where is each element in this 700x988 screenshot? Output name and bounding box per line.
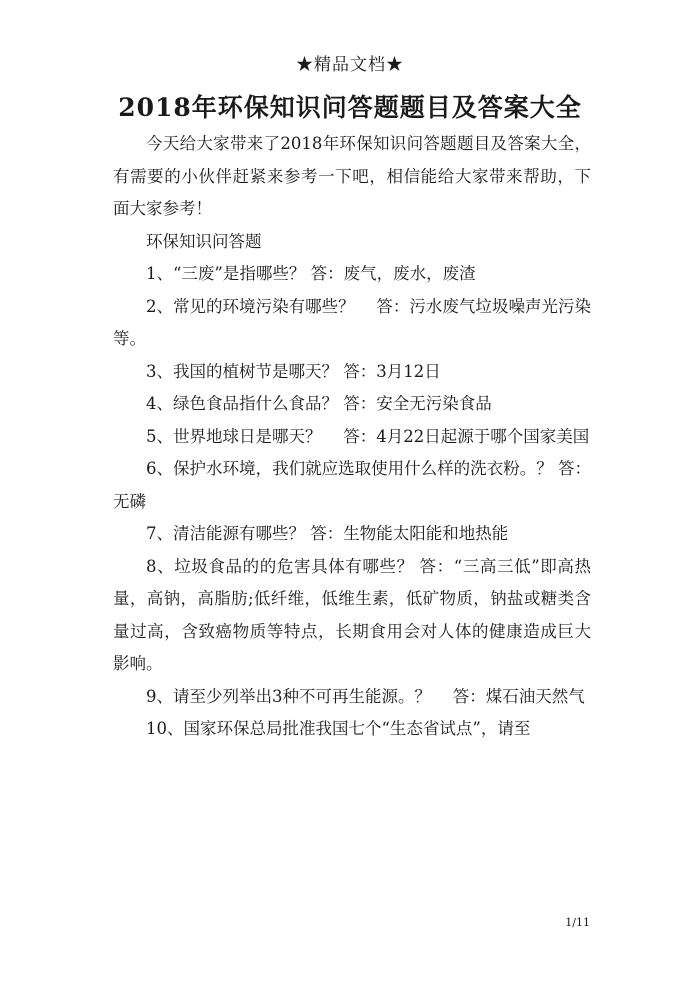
qa-item: 9、请至少列举出3种不可再生能源。？ 答：煤石油天然气 <box>146 686 585 706</box>
qa-item: 2、常见的环境污染有哪些？ 答：污水废气垃圾噪声光污染等。 <box>113 296 591 348</box>
qa-item: 10、国家环保总局批准我国七个“生态省试点”，请至 <box>146 719 531 738</box>
qa-item: 8、垃圾食品的的危害具体有哪些？ 答：“三高三低”即高热量，高钠，高脂肪;低纤维，低维生素，低矿物质，钠盐或糖类含量过高，含致癌物质等特点，长期食用会对人体的健康造成巨大影响。 <box>113 556 591 673</box>
qa-item: 3、我国的植树节是哪天？ 答：3月12日 <box>146 361 441 381</box>
document-title: 2018年环保知识问答题题目及答案大全 <box>118 93 582 122</box>
document-body <box>113 128 591 746</box>
qa-item: 4、绿色食品指什么食品？ 答：安全无污染食品 <box>146 394 492 413</box>
qa-item: 5、世界地球日是哪天？ 答：4月22日起源于哪个国家美国 <box>146 426 590 446</box>
qa-item: 7、清洁能源有哪些？ 答：生物能太阳能和地热能 <box>146 524 509 543</box>
page-number: 1/11 <box>565 916 590 929</box>
section-heading: 环保知识问答题 <box>146 231 262 251</box>
qa-item: 1、“三废”是指哪些？ 答：废气，废水，废渣 <box>146 264 476 283</box>
document-header: ★精品文档★ <box>296 55 404 75</box>
intro-paragraph: 今天给大家带来了2018年环保知识问答题题目及答案大全，有需要的小伙伴赶紧来参考一下吧，相信能给大家带来帮助，下面大家参考！ <box>113 134 591 218</box>
qa-item: 6、保护水环境，我们就应选取使用什么样的洗衣粉。？ 答：无磷 <box>113 459 591 511</box>
